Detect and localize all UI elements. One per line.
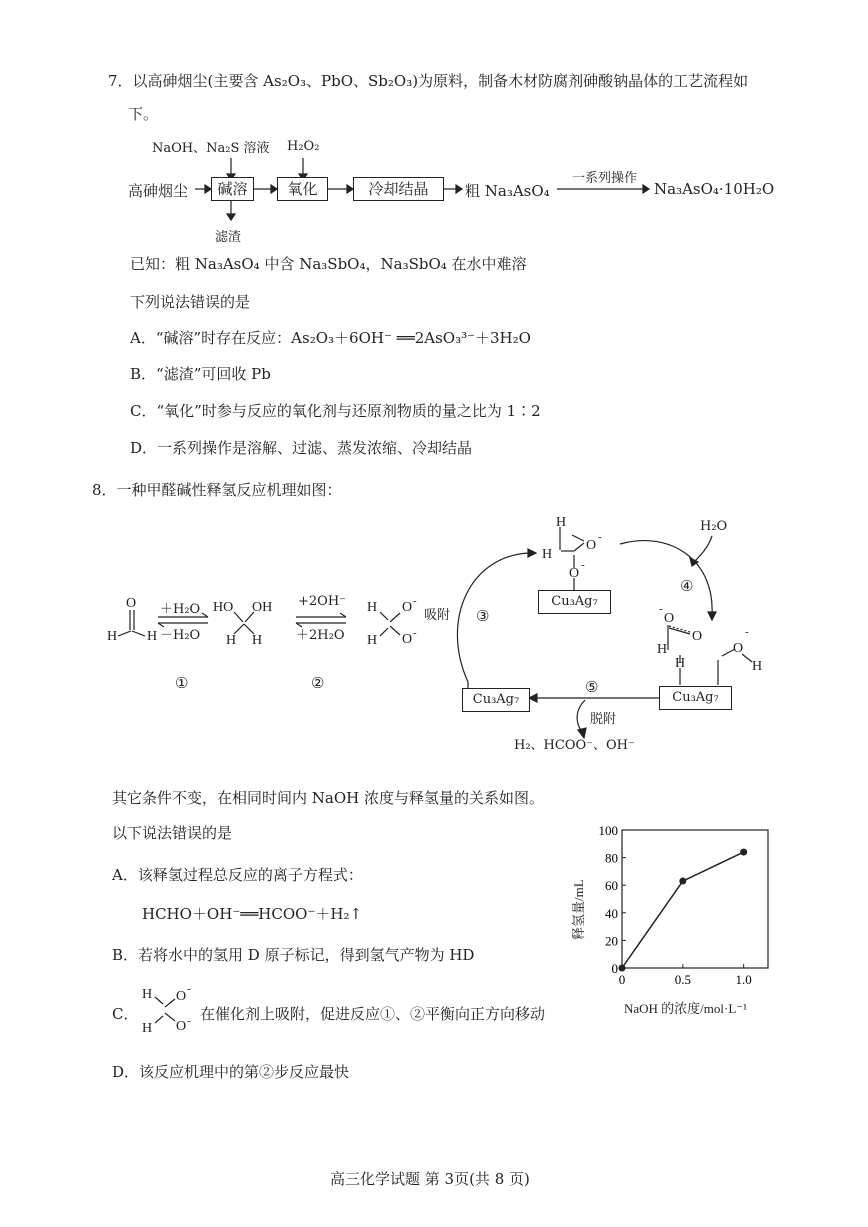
label-2: ②: [311, 674, 325, 692]
q8-option-a-equation: HCHO＋OH⁻══HCOO⁻＋H₂↑: [142, 905, 363, 923]
page-footer: 高三化学试题 第 3页(共 8 页): [330, 1170, 530, 1188]
water-label: H₂O: [700, 519, 728, 534]
flow-ops: 一系列操作: [572, 171, 638, 186]
chart-data-point: [740, 849, 747, 856]
eq1-bottom: －H₂O: [160, 628, 201, 643]
label-4: ④: [680, 577, 694, 595]
chart-ylabel: 释氢量/mL: [571, 879, 586, 940]
flow-reagent2: H₂O₂: [287, 139, 320, 154]
svg-text:O: O: [126, 596, 137, 611]
svg-text:H: H: [367, 600, 378, 615]
flow-reagent1: NaOH、Na₂S 溶液: [152, 141, 270, 156]
q7-option-d: D．一系列操作是溶解、过滤、蒸发浓缩、冷却结晶: [130, 439, 473, 457]
flow-step-oxidize: 氧化: [277, 177, 328, 201]
svg-text:-: -: [659, 603, 663, 615]
svg-text:O: O: [586, 538, 597, 553]
flow-step-crystallize: 冷却结晶: [353, 177, 444, 201]
q7-stem-cont: 下。: [128, 105, 159, 123]
chart-xtick-label: 1.0: [735, 972, 752, 987]
label-5: ⑤: [585, 678, 599, 696]
svg-text:H: H: [675, 656, 686, 671]
svg-text:-: -: [187, 983, 191, 995]
q7-option-c: C．“氧化”时参与反应的氧化剂与还原剂物质的量之比为 1∶2: [130, 402, 541, 420]
flow-residue: 滤渣: [215, 230, 242, 245]
q8-stem: 8．一种甲醛碱性释氢反应机理如图：: [92, 481, 342, 499]
chart-series-line: [622, 852, 744, 968]
flow-step-alkali: 碱溶: [211, 177, 254, 201]
desorb-label: 脱附: [590, 712, 617, 727]
svg-text:O: O: [176, 1019, 187, 1034]
products-label: H₂、HCOO⁻、OH⁻: [514, 738, 635, 753]
svg-text:O: O: [733, 641, 744, 656]
svg-text:-: -: [413, 627, 417, 639]
chart-ytick-label: 60: [605, 878, 618, 894]
svg-text:-: -: [745, 626, 749, 638]
eq2-top: +2OH⁻: [298, 594, 347, 609]
chart-ytick-label: 80: [605, 850, 618, 866]
q8-option-d: D．该反应机理中的第②步反应最快: [112, 1063, 350, 1081]
svg-text:O: O: [569, 566, 580, 581]
flow-start: 高砷烟尘: [128, 182, 189, 200]
chart-xtick-label: 0.5: [674, 972, 691, 987]
eq1-top: ＋H₂O: [160, 602, 201, 617]
svg-text:O: O: [664, 611, 675, 626]
catalyst-left: Cu₃Ag₇: [462, 688, 530, 712]
q7-question: 下列说法错误的是: [130, 293, 251, 311]
svg-text:H: H: [142, 1021, 153, 1036]
q8-line1: 其它条件不变，在相同时间内 NaOH 浓度与释氢量的关系如图。: [112, 789, 544, 807]
svg-text:H: H: [657, 642, 668, 657]
chart-xtick-label: 0: [618, 972, 626, 987]
q8-question: 以下说法错误的是: [112, 824, 233, 842]
chart-ytick-label: 20: [605, 933, 618, 949]
svg-text:-: -: [598, 531, 602, 543]
flow-product: Na₃AsO₄·10H₂O: [654, 180, 775, 198]
q8-option-b: B．若将水中的氢用 D 原子标记，得到氢气产物为 HD: [112, 946, 475, 964]
q7-known: 已知：粗 Na₃AsO₄ 中含 Na₃SbO₄，Na₃SbO₄ 在水中难溶: [130, 255, 527, 273]
svg-text:O: O: [402, 632, 413, 647]
svg-text:O: O: [402, 600, 413, 615]
svg-text:O: O: [692, 629, 703, 644]
svg-text:HO: HO: [213, 600, 234, 615]
q7-stem: 7．以高砷烟尘(主要含 As₂O₃、PbO、Sb₂O₃)为原料，制备木材防腐剂砷酸钠晶体的工艺流程如: [108, 72, 749, 90]
svg-text:H: H: [107, 629, 118, 644]
eq2-bottom: ＋2H₂O: [296, 628, 345, 643]
catalyst-right: Cu₃Ag₇: [659, 686, 732, 710]
q8-option-c: 在催化剂上吸附，促进反应①、②平衡向正方向移动: [200, 1005, 546, 1023]
chart-xlabel: NaOH 的浓度/mol·L⁻¹: [624, 1001, 748, 1016]
q8-option-c-prefix: C．: [112, 1005, 139, 1023]
svg-text:H: H: [542, 547, 553, 562]
svg-text:H: H: [142, 987, 153, 1002]
flow-crude: 粗 Na₃AsO₄: [465, 182, 550, 200]
svg-text:OH: OH: [252, 600, 273, 615]
chart-data-point: [619, 965, 626, 972]
q7-option-a: A．“碱溶”时存在反应：As₂O₃＋6OH⁻ ══2AsO₃³⁻＋3H₂O: [130, 329, 531, 347]
svg-text:H: H: [147, 629, 158, 644]
svg-text:H: H: [226, 633, 237, 648]
svg-text:H: H: [252, 633, 263, 648]
chart-data-point: [679, 878, 686, 885]
svg-text:H: H: [752, 659, 763, 674]
chart-ytick-label: 100: [598, 823, 618, 838]
label-1: ①: [175, 674, 189, 692]
catalyst-top: Cu₃Ag₇: [538, 590, 611, 614]
svg-text:H: H: [556, 515, 567, 530]
svg-text:-: -: [187, 1015, 191, 1027]
q8-option-a: A．该释氢过程总反应的离子方程式：: [112, 866, 363, 884]
svg-text:-: -: [413, 595, 417, 607]
adsorb-label: 吸附: [424, 608, 451, 623]
chart-ytick-label: 0: [611, 961, 618, 976]
chart-ytick-label: 40: [605, 905, 618, 921]
q7-option-b: B．“滤渣”可回收 Pb: [130, 365, 271, 383]
svg-text:-: -: [581, 559, 585, 571]
svg-text:O: O: [176, 989, 187, 1004]
label-3: ③: [476, 607, 490, 625]
svg-text:H: H: [367, 633, 378, 648]
